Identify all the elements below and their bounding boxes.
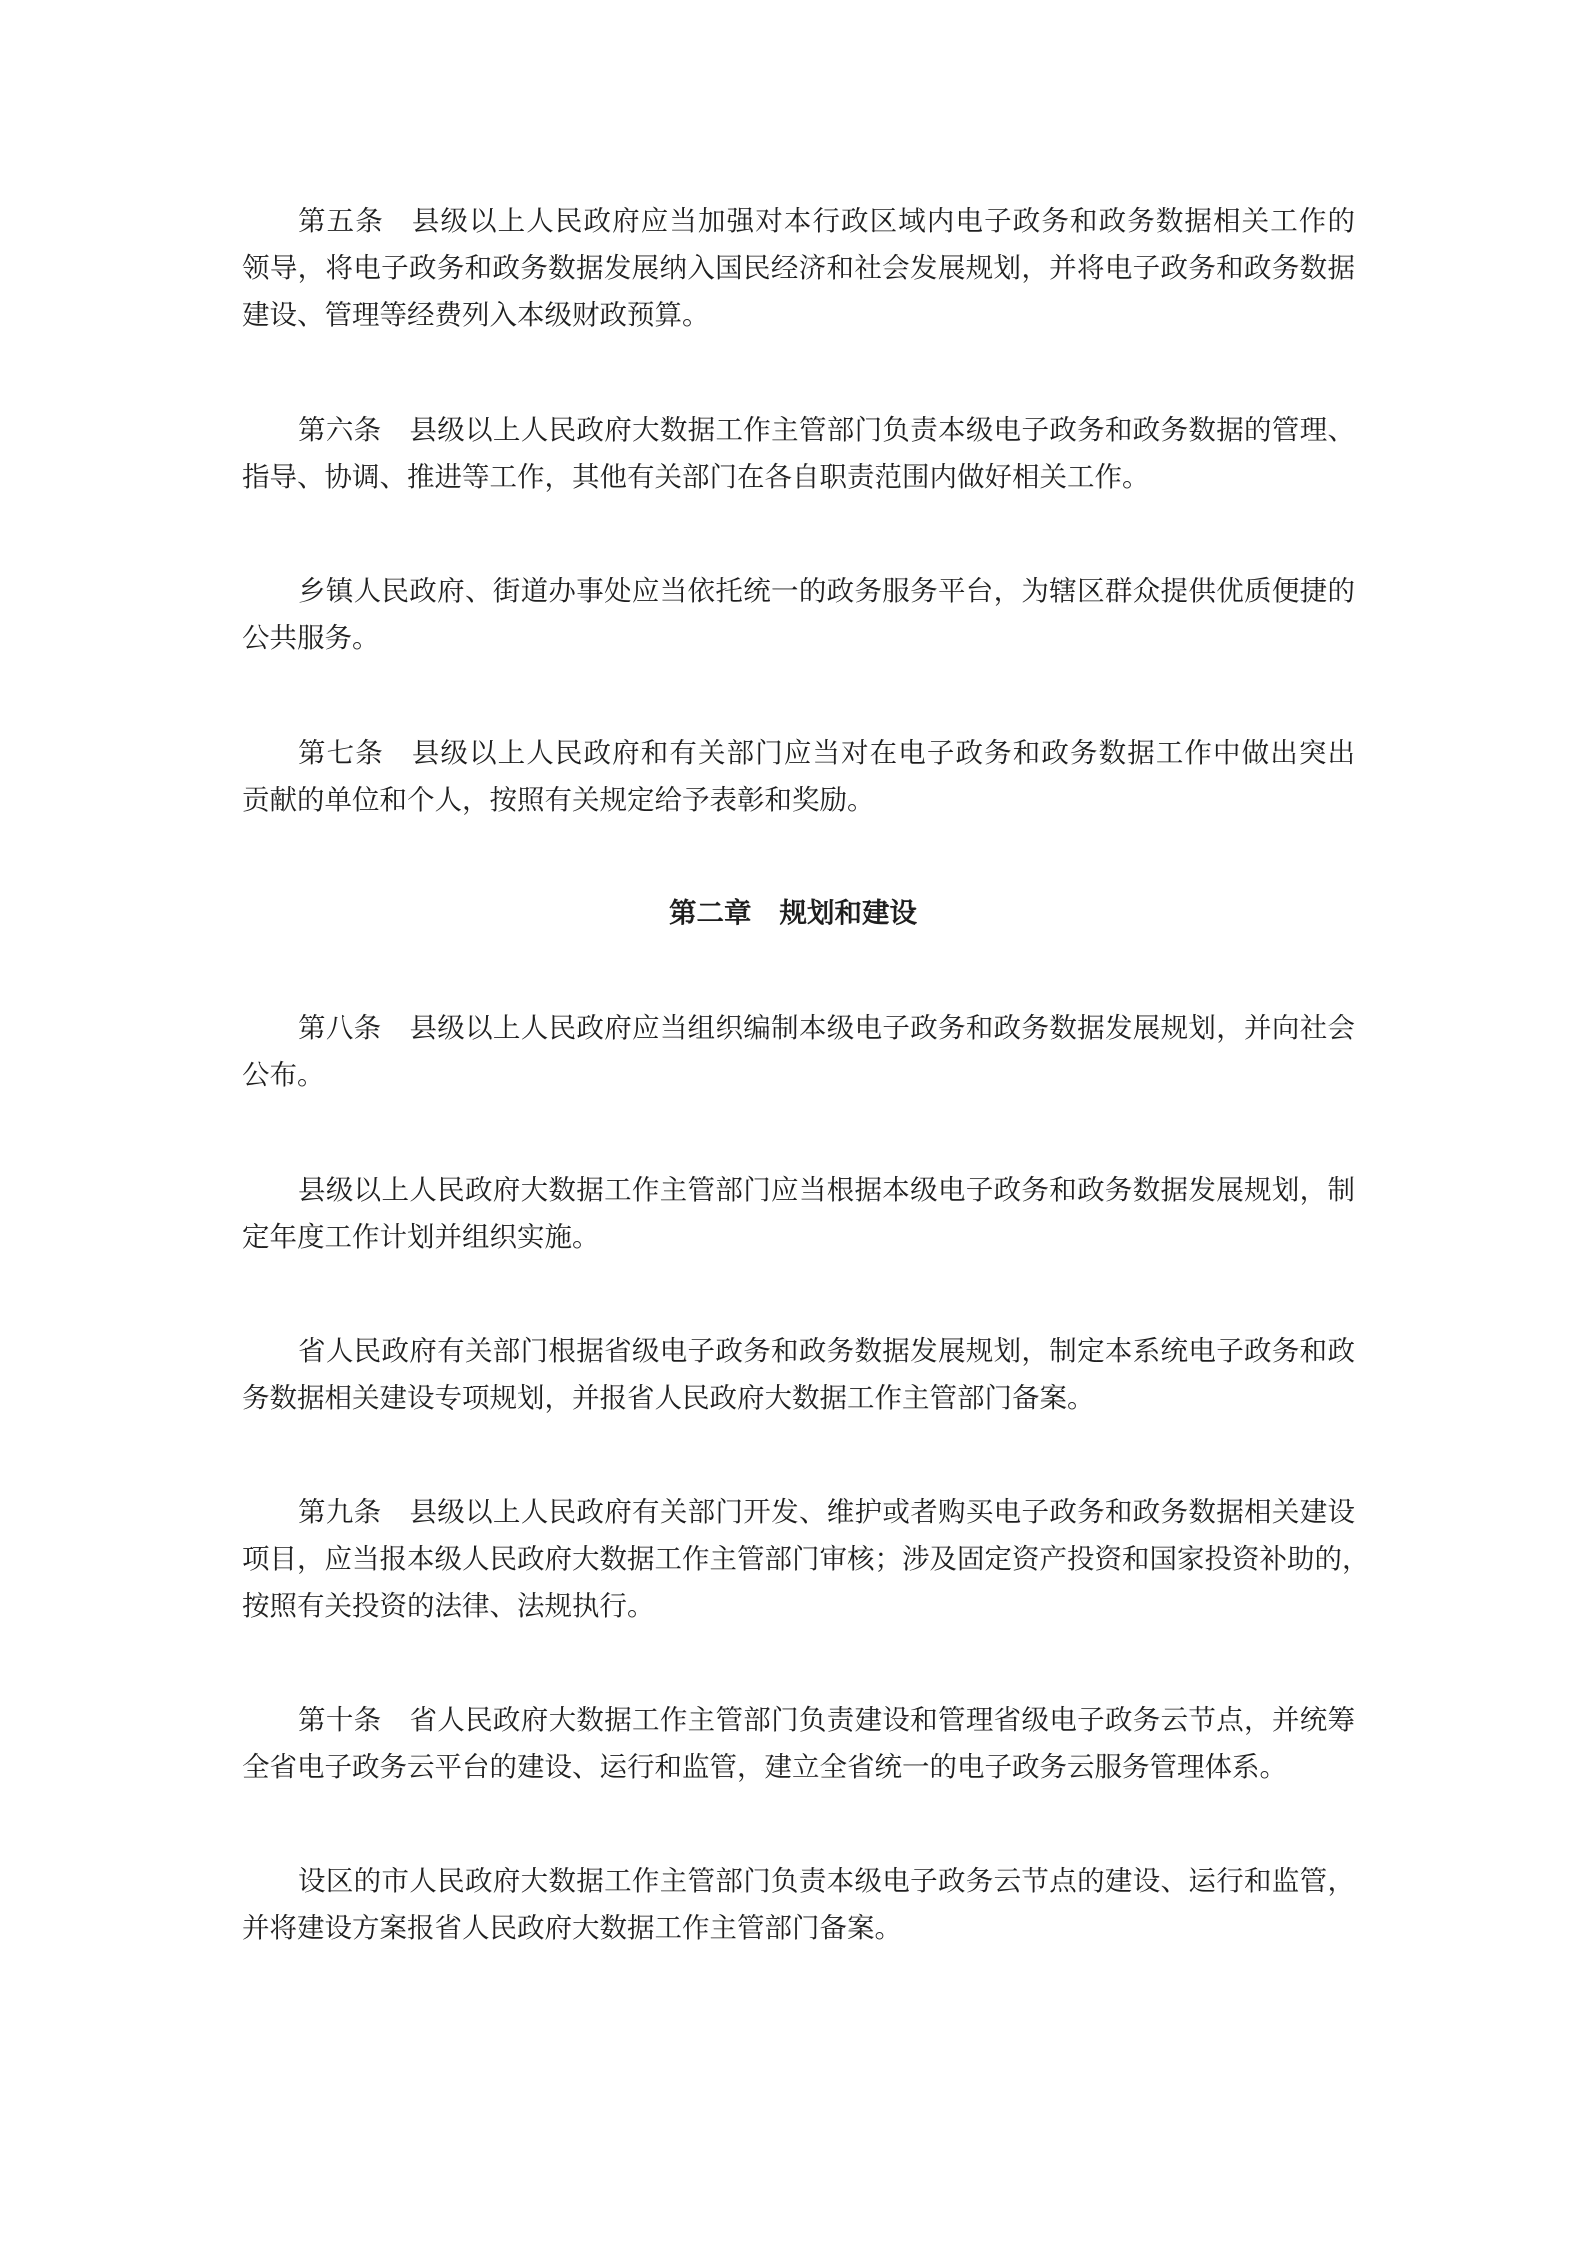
paragraph-line (242, 1744, 1355, 1791)
paragraph-line (242, 568, 1355, 615)
paragraph-line (242, 615, 1355, 662)
paragraph-line (242, 1167, 1355, 1214)
article-paragraph (242, 1167, 1355, 1261)
article-label: 第七条 (298, 737, 384, 769)
paragraph-line (242, 1697, 1355, 1744)
line-text: 县级以上人民政府有关部门开发、维护或者购买电子政务和政务数据相关建设 (409, 1496, 1356, 1528)
paragraph-line (242, 198, 1355, 245)
line-text: 省人民政府大数据工作主管部门负责建设和管理省级电子政务云节点，并统筹 (409, 1704, 1356, 1736)
line-text: 县级以上人民政府应当组织编制本级电子政务和政务数据发展规划，并向社会 (409, 1012, 1356, 1044)
line-text: 全省电子政务云平台的建设、运行和监管，建立全省统一的电子政务云服务管理体系。 (242, 1751, 1287, 1783)
line-text: 县级以上人民政府大数据工作主管部门负责本级电子政务和政务数据的管理、 (409, 414, 1356, 446)
line-text: 并将建设方案报省人民政府大数据工作主管部门备案。 (242, 1912, 902, 1944)
article-label: 第六条 (298, 414, 382, 446)
line-text: 贡献的单位和个人，按照有关规定给予表彰和奖励。 (242, 784, 875, 816)
paragraph-line (242, 1583, 1355, 1630)
article-paragraph (242, 568, 1355, 662)
article-paragraph (242, 1489, 1370, 1630)
line-text: 按照有关投资的法律、法规执行。 (242, 1590, 655, 1622)
paragraph-line (242, 245, 1355, 292)
paragraph-line (242, 1536, 1370, 1583)
article-paragraph (242, 1697, 1355, 1791)
line-text: 公共服务。 (242, 622, 380, 654)
article-label: 第十条 (298, 1704, 382, 1736)
line-text: 省人民政府有关部门根据省级电子政务和政务数据发展规划，制定本系统电子政务和政 (298, 1335, 1355, 1367)
article-label: 第八条 (298, 1012, 382, 1044)
line-text: 乡镇人民政府、街道办事处应当依托统一的政务服务平台，为辖区群众提供优质便捷的 (298, 575, 1355, 607)
article-paragraph (242, 730, 1355, 824)
line-text: 县级以上人民政府大数据工作主管部门应当根据本级电子政务和政务数据发展规划，制 (298, 1174, 1355, 1206)
article-label: 第五条 (298, 205, 384, 237)
article-label: 第九条 (298, 1496, 382, 1528)
paragraph-line (242, 407, 1355, 454)
line-text: 定年度工作计划并组织实施。 (242, 1221, 600, 1253)
line-text: 公布。 (242, 1059, 325, 1091)
article-paragraph (242, 1005, 1355, 1099)
paragraph-line (242, 777, 1355, 824)
paragraph-line (242, 1214, 1355, 1261)
chapter-title: 规划和建设 (779, 897, 917, 929)
article-paragraph (242, 1858, 1355, 1952)
paragraph-line (242, 730, 1355, 777)
line-text: 建设、管理等经费列入本级财政预算。 (242, 299, 710, 331)
article-paragraph (242, 1328, 1355, 1422)
line-text: 项目，应当报本级人民政府大数据工作主管部门审核；涉及固定资产投资和国家投资补助的， (242, 1543, 1370, 1575)
paragraph-line (242, 1005, 1355, 1052)
paragraph-line (242, 1905, 1355, 1952)
paragraph-line (242, 1328, 1355, 1375)
line-text: 县级以上人民政府应当加强对本行政区域内电子政务和政务数据相关工作的 (411, 205, 1355, 237)
line-text: 县级以上人民政府和有关部门应当对在电子政务和政务数据工作中做出突出 (411, 737, 1355, 769)
paragraph-line (242, 1489, 1355, 1536)
article-paragraph (242, 198, 1355, 339)
line-text: 务数据相关建设专项规划，并报省人民政府大数据工作主管部门备案。 (242, 1382, 1095, 1414)
chapter-heading (0, 890, 1586, 937)
line-text: 指导、协调、推进等工作，其他有关部门在各自职责范围内做好相关工作。 (242, 461, 1150, 493)
chapter-number: 第二章 (669, 897, 752, 929)
line-text: 设区的市人民政府大数据工作主管部门负责本级电子政务云节点的建设、运行和监管， (298, 1865, 1355, 1897)
paragraph-line (242, 292, 1355, 339)
paragraph-line (242, 454, 1355, 501)
paragraph-line (242, 1375, 1355, 1422)
line-text: 领导，将电子政务和政务数据发展纳入国民经济和社会发展规划，并将电子政务和政务数据 (242, 252, 1355, 284)
paragraph-line (242, 1052, 1355, 1099)
paragraph-line (242, 1858, 1355, 1905)
article-paragraph (242, 407, 1355, 501)
